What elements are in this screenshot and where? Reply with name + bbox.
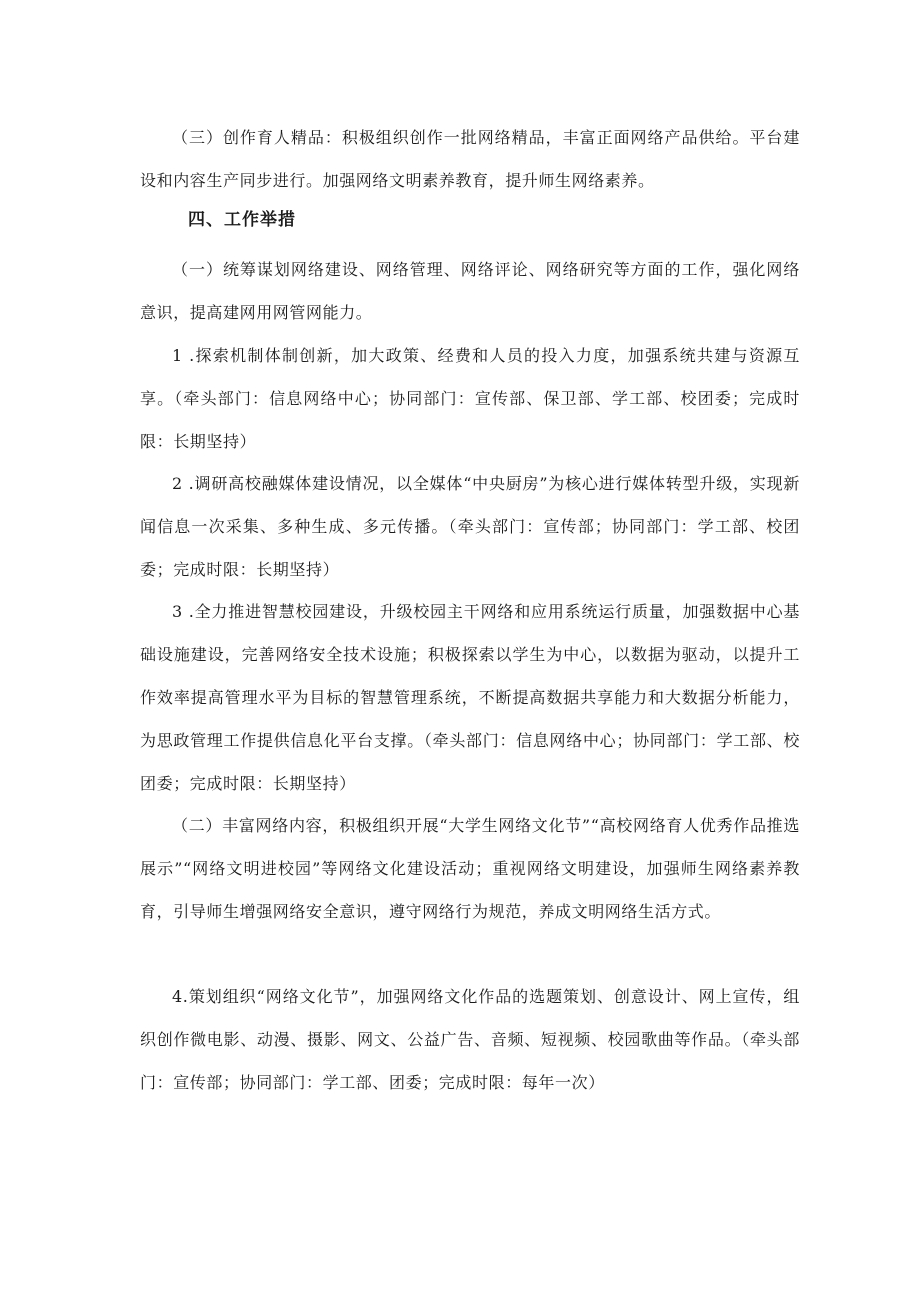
paragraph-item-2-media-convergence: 2 .调研高校融媒体建设情况，以全媒体“中央厨房”为核心进行媒体转型升级，实现新闻信息一次采集、多种生成、多元传播。（牵头部门：宣传部；协同部门：学工部、校团委；完成时限：长期坚持） xyxy=(140,474,800,579)
paragraph-create-quality-works: （三）创作育人精品：积极组织创作一批网络精品，丰富正面网络产品供给。平台建设和内容生产同步进行。加强网络文明素养教育，提升师生网络素养。 xyxy=(140,128,800,190)
paragraph-item-4-culture-festival: 4.策划组织“网络文化节”，加强网络文化作品的选题策划、创意设计、网上宣传，组织创作微电影、动漫、摄影、网文、公益广告、音频、短视频、校园歌曲等作品。（牵头部门：宣传部；协同部门：学工部、团委；完成时限：每年一次） xyxy=(140,987,800,1092)
paragraph-overall-planning: （一）统筹谋划网络建设、网络管理、网络评论、网络研究等方面的工作，强化网络意识，提高建网用网管网能力。 xyxy=(140,260,800,322)
paragraph-enrich-network-content: （二）丰富网络内容，积极组织开展“大学生网络文化节”“高校网络育人优秀作品推选展示”“网络文明进校园”等网络文化建设活动；重视网络文明建设，加强师生网络素养教育，引导师生增强网络安全意识，遵守网络行为规范，养成文明网络生活方式。 xyxy=(140,816,800,921)
paragraph-item-3-smart-campus: 3 .全力推进智慧校园建设，升级校园主干网络和应用系统运行质量，加强数据中心基础设施建设，完善网络安全技术设施；积极探索以学生为中心，以数据为驱动，以提升工作效率提高管理水平为目标的智慧管理系统，不断提高数据共享能力和大数据分析能力，为思政管理工作提供信息化平台支撑。（牵头部门：信息网络中心；协同部门：学工部、校团委；完成时限：长期坚持） xyxy=(140,602,800,793)
section-heading-work-measures: 四、工作举措 xyxy=(188,210,296,230)
paragraph-item-1-mechanism-innovation: 1 .探索机制体制创新，加大政策、经费和人员的投入力度，加强系统共建与资源互享。（牵头部门：信息网络中心；协同部门：宣传部、保卫部、学工部、校团委；完成时限：长期坚持） xyxy=(140,346,800,451)
